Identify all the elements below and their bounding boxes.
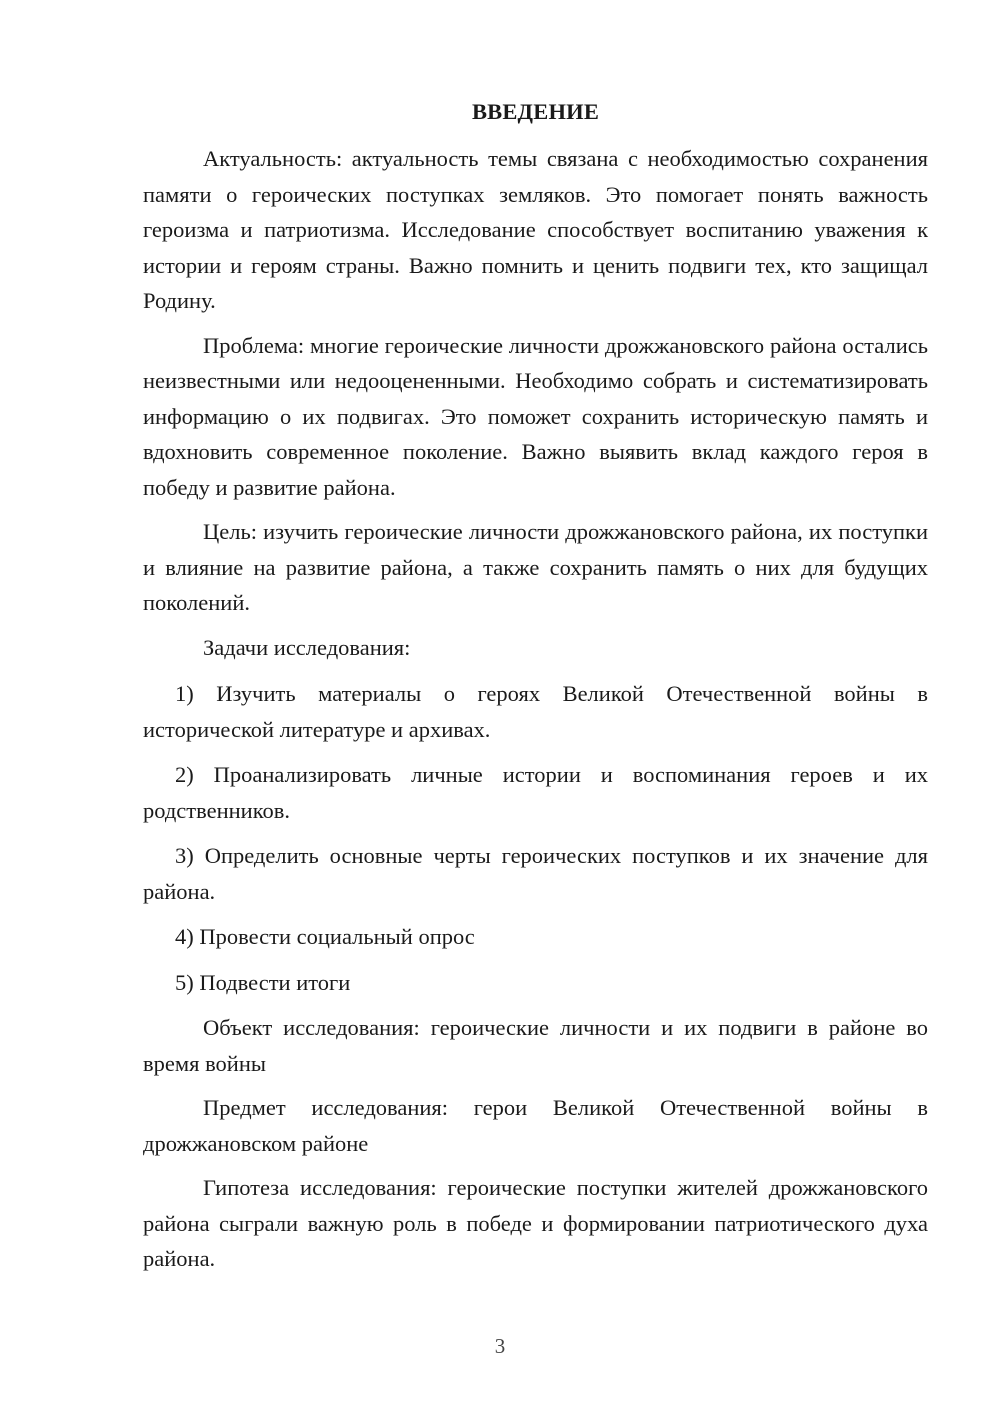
- problem-paragraph: Проблема: многие героические личности дрожжановского района остались неизвестными или недооцененными. Необходимо собрать и систематизировать информацию о их подвигах. Это поможет сохранить историческую память и вдохновить современное поколение. Важно выявить вклад каждого героя в победу и развитие района.: [143, 332, 928, 500]
- list-item: 5) Подвести итоги: [175, 969, 351, 995]
- list-item: 1) Изучить материалы о героях Великой Отечественной войны в исторической литературе и архивах.: [143, 681, 928, 742]
- page-title: ВВЕДЕНИЕ: [471, 99, 600, 124]
- tasks-list: [143, 676, 928, 1000]
- list-item: 3) Определить основные черты героических поступков и их значение для района.: [143, 843, 928, 904]
- list-item: 2) Проанализировать личные истории и воспоминания героев и их родственников.: [143, 762, 928, 823]
- list-item: 4) Провести социальный опрос: [175, 924, 475, 949]
- object-paragraph: Объект исследования: героические личности и их подвиги в районе во время войны: [143, 1015, 928, 1076]
- subject-paragraph: Предмет исследования: герои Великой Отечественной войны в дрожжановском районе: [143, 1095, 928, 1156]
- page-number: 3: [494, 1334, 506, 1358]
- goal-paragraph: Цель: изучить героические личности дрожжановского района, их поступки и влияние на развитие района, а также сохранить память о них для будущих поколений.: [143, 519, 928, 615]
- document-page: [143, 94, 928, 1286]
- hypothesis-paragraph: Гипотеза исследования: героические поступки жителей дрожжановского района сыграли важную роль в победе и формировании патриотического духа района.: [143, 1175, 928, 1271]
- tasks-title: Задачи исследования:: [203, 634, 411, 660]
- relevance-paragraph: Актуальность: актуальность темы связана с необходимостью сохранения памяти о героических поступках земляков. Это помогает понять важность героизма и патриотизма. Исследование способствует воспитанию уважения к истории и героям страны. Важно помнить и ценить подвиги тех, кто защищал Родину.: [143, 146, 928, 313]
